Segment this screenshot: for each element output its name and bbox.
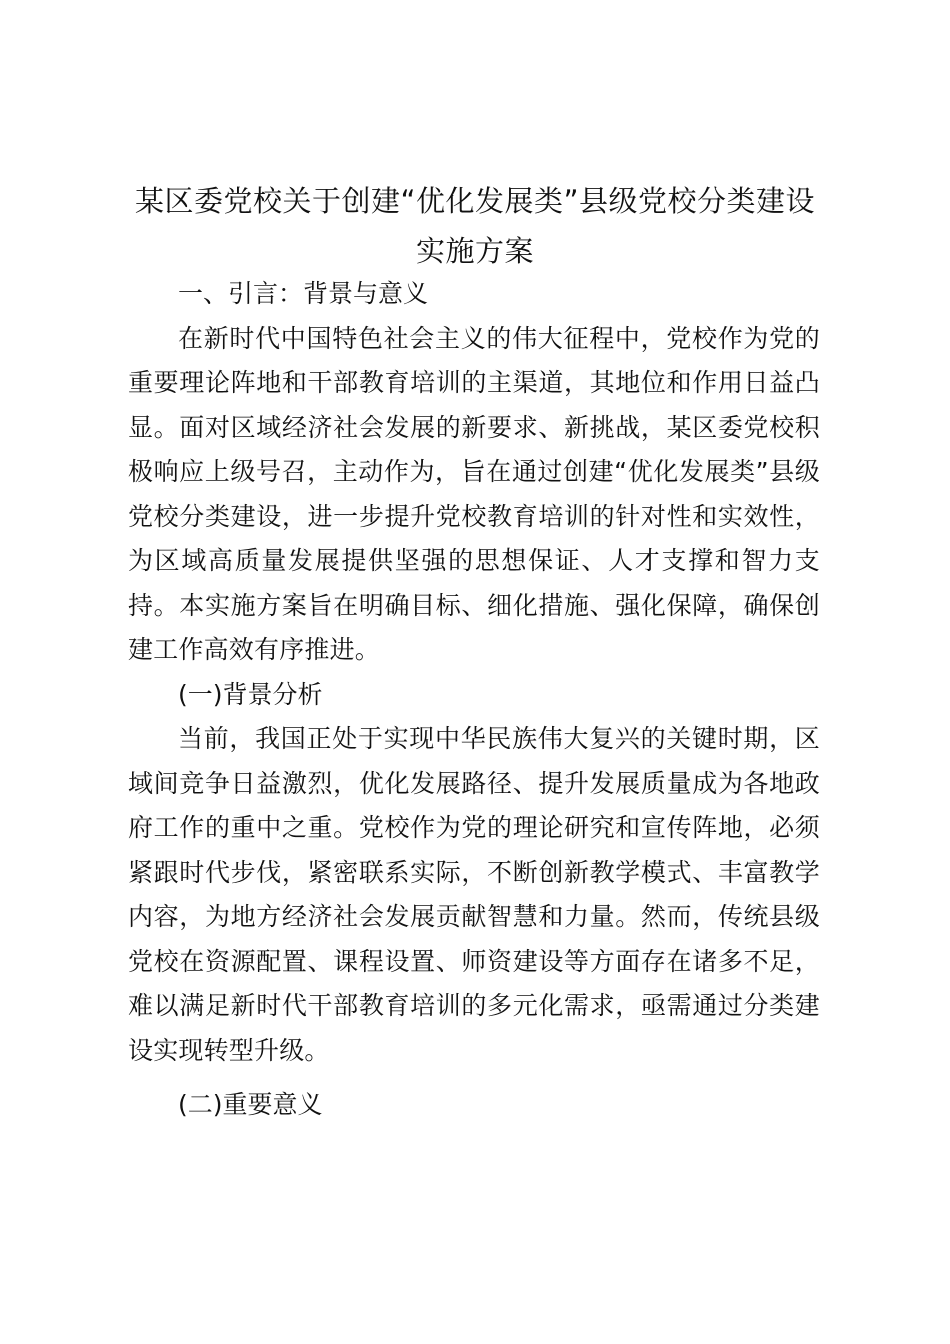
background-analysis-paragraph: 当前，我国正处于实现中华民族伟大复兴的关键时期，区域间竞争日益激烈，优化发展路径、提升发展质量成为各地政府工作的重中之重。党校作为党的理论研究和宣传阵地，必须紧跟时代步伐，紧密联系实际，不断创新教学模式、丰富教学内容，为地方经济社会发展贡献智慧和力量。然而，传统县级党校在资源配置、课程设置、师资建设等方面存在诸多不足，难以满足新时代干部教育培训的多元化需求，亟需通过分类建设实现转型升级。 — [128, 724, 820, 1065]
document-title: 某区委党校关于创建“优化发展类”县级党校分类建设实施方案 — [134, 184, 816, 268]
section-heading-background-analysis: (一)背景分析 — [178, 679, 323, 709]
section-heading-introduction: 一、引言：背景与意义 — [178, 279, 429, 308]
introduction-paragraph: 在新时代中国特色社会主义的伟大征程中，党校作为党的重要理论阵地和干部教育培训的主渠道，其地位和作用日益凸显。面对区域经济社会发展的新要求、新挑战，某区委党校积极响应上级号召，主动作为，旨在通过创建“优化发展类”县级党校分类建设，进一步提升党校教育培训的针对性和实效性，为区域高质量发展提供坚强的思想保证、人才支撑和智力支持。本实施方案旨在明确目标、细化措施、强化保障，确保创建工作高效有序推进。 — [128, 323, 820, 664]
section-heading-importance: (二)重要意义 — [178, 1090, 323, 1119]
document-body — [128, 272, 820, 1128]
